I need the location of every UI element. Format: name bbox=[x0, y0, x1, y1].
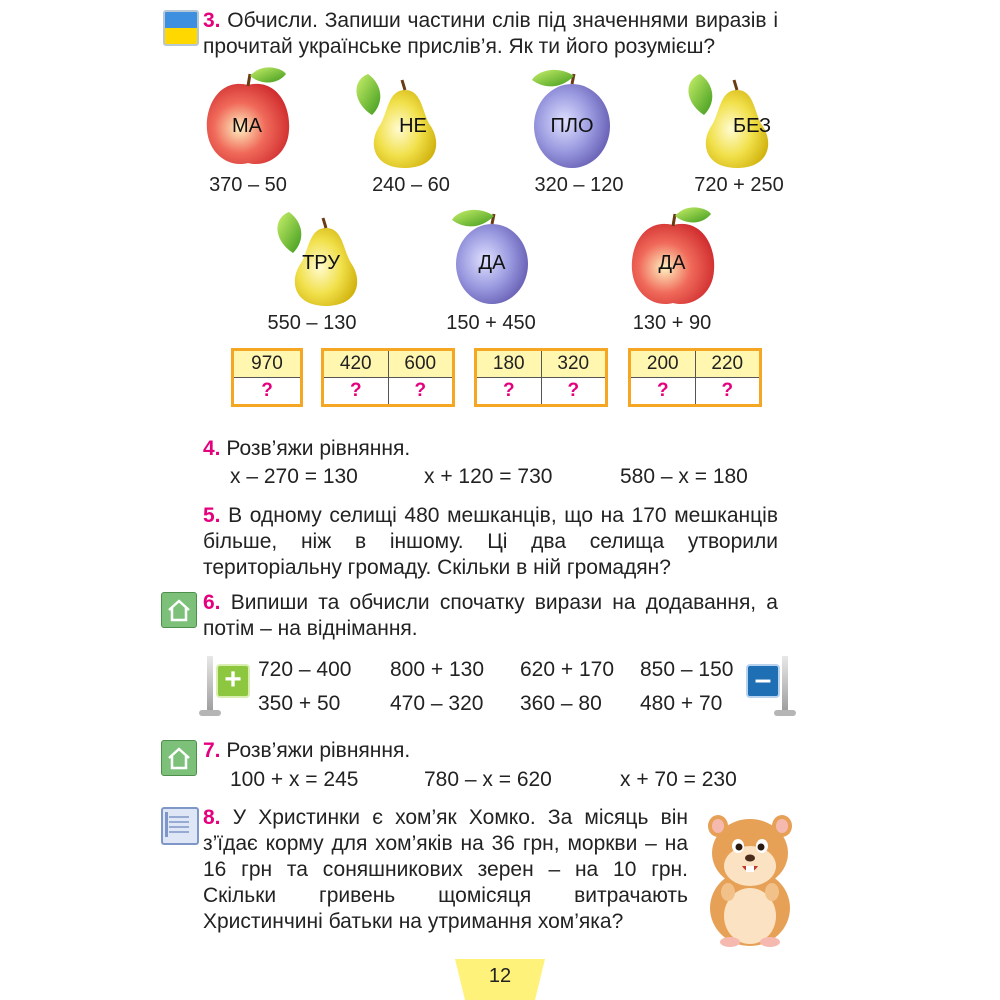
home-task-icon bbox=[161, 592, 197, 628]
fruit-expression: 370 – 50 bbox=[209, 174, 287, 196]
fruit-expression: 150 + 450 bbox=[446, 312, 536, 334]
fruit-label: МА bbox=[232, 115, 262, 137]
fruit-expression: 550 – 130 bbox=[267, 312, 357, 334]
expression: 800 + 130 bbox=[390, 658, 485, 681]
fruit-expression: 720 + 250 bbox=[694, 174, 784, 196]
answer-blank: ? bbox=[388, 378, 454, 406]
task-8-text bbox=[203, 805, 688, 935]
expression: 480 + 70 bbox=[640, 692, 723, 715]
expression: 850 – 150 bbox=[640, 658, 734, 681]
task-number: 8. bbox=[203, 806, 221, 829]
answer-value: 320 bbox=[541, 350, 607, 378]
equation: x + 120 = 730 bbox=[424, 465, 553, 488]
task-3-instructions: Обчисли. Запиши частини слів під значеннями виразів і прочитай українське прислів’я. Як ти його розумієш? bbox=[203, 9, 778, 58]
answer-table bbox=[474, 348, 608, 407]
sign-post bbox=[207, 656, 213, 714]
task-4-instructions: Розв’яжи рівняння. bbox=[226, 437, 411, 460]
task-number: 5. bbox=[203, 504, 221, 527]
page-number: 12 bbox=[488, 965, 512, 987]
answer-value: 970 bbox=[233, 350, 302, 378]
equation: x + 70 = 230 bbox=[620, 768, 737, 791]
expression: 720 – 400 bbox=[258, 658, 352, 681]
minus-sign-icon: – bbox=[746, 664, 780, 698]
expression: 620 + 170 bbox=[520, 658, 615, 681]
equation: 580 – x = 180 bbox=[620, 465, 748, 488]
task-5-text bbox=[203, 503, 778, 581]
answer-blank: ? bbox=[233, 378, 302, 406]
equation: 780 – x = 620 bbox=[424, 768, 552, 791]
task-8-problem: У Христинки є хом’як Хомко. За місяць він з’їдає корму для хом’яків на 36 грн, моркви – на 16 грн та соняшникових зерен – на 10 грн. Скільки гривень щомісяця витрачають Христинчині батьки на утримання хом’яка? bbox=[203, 806, 688, 933]
expression: 470 – 320 bbox=[390, 692, 484, 715]
answer-blank: ? bbox=[695, 378, 761, 406]
sign-post bbox=[782, 656, 788, 714]
equation: x – 270 = 130 bbox=[230, 465, 358, 488]
fruit-expression: 130 + 90 bbox=[632, 312, 712, 334]
fruit-label: ДА bbox=[658, 252, 686, 274]
sign-base bbox=[774, 710, 796, 716]
fruit-label: НЕ bbox=[399, 115, 427, 137]
fruit-expression: 320 – 120 bbox=[534, 174, 624, 196]
expression: 350 + 50 bbox=[258, 692, 341, 715]
fruit-label: ПЛО bbox=[550, 115, 594, 137]
notebook-icon bbox=[161, 807, 199, 845]
task-3-text bbox=[203, 8, 778, 60]
fruit-expression: 240 – 60 bbox=[372, 174, 450, 196]
answer-blank: ? bbox=[476, 378, 542, 406]
answer-blank: ? bbox=[323, 378, 389, 406]
task-5-problem: В одному селищі 480 мешканців, що на 170 мешканців більше, ніж в іншому. Ці два селища утворили територіальну громаду. Скільки в ній громадян? bbox=[203, 504, 778, 579]
task-6-instructions: Випиши та обчисли спочатку вирази на додавання, а потім – на віднімання. bbox=[203, 591, 778, 640]
fruit-label: ТРУ bbox=[302, 252, 340, 274]
answer-table bbox=[628, 348, 762, 407]
ukraine-flag-icon bbox=[163, 10, 199, 46]
task-number: 4. bbox=[203, 437, 221, 460]
fruit-label: БЕЗ bbox=[732, 115, 772, 137]
expression: 360 – 80 bbox=[520, 692, 602, 715]
task-6-text bbox=[203, 590, 778, 642]
sign-base bbox=[199, 710, 221, 716]
plus-sign-icon: + bbox=[216, 664, 250, 698]
home-task-icon bbox=[161, 740, 197, 776]
answer-blank: ? bbox=[541, 378, 607, 406]
task-7-instructions: Розв’яжи рівняння. bbox=[226, 739, 411, 762]
equation: 100 + x = 245 bbox=[230, 768, 359, 791]
task-number: 6. bbox=[203, 591, 221, 614]
answer-value: 600 bbox=[388, 350, 454, 378]
fruit-illustrations bbox=[0, 60, 1000, 320]
fruit-label: ДА bbox=[478, 252, 506, 274]
answer-table bbox=[231, 348, 303, 407]
task-number: 3. bbox=[203, 9, 221, 32]
answer-table bbox=[321, 348, 455, 407]
task-4-text bbox=[203, 436, 783, 462]
answer-value: 180 bbox=[476, 350, 542, 378]
answer-value: 420 bbox=[323, 350, 389, 378]
hamster-illustration bbox=[700, 808, 800, 948]
answer-blank: ? bbox=[630, 378, 696, 406]
task-7-text bbox=[203, 738, 783, 764]
answer-value: 200 bbox=[630, 350, 696, 378]
task-number: 7. bbox=[203, 739, 221, 762]
answer-value: 220 bbox=[695, 350, 761, 378]
